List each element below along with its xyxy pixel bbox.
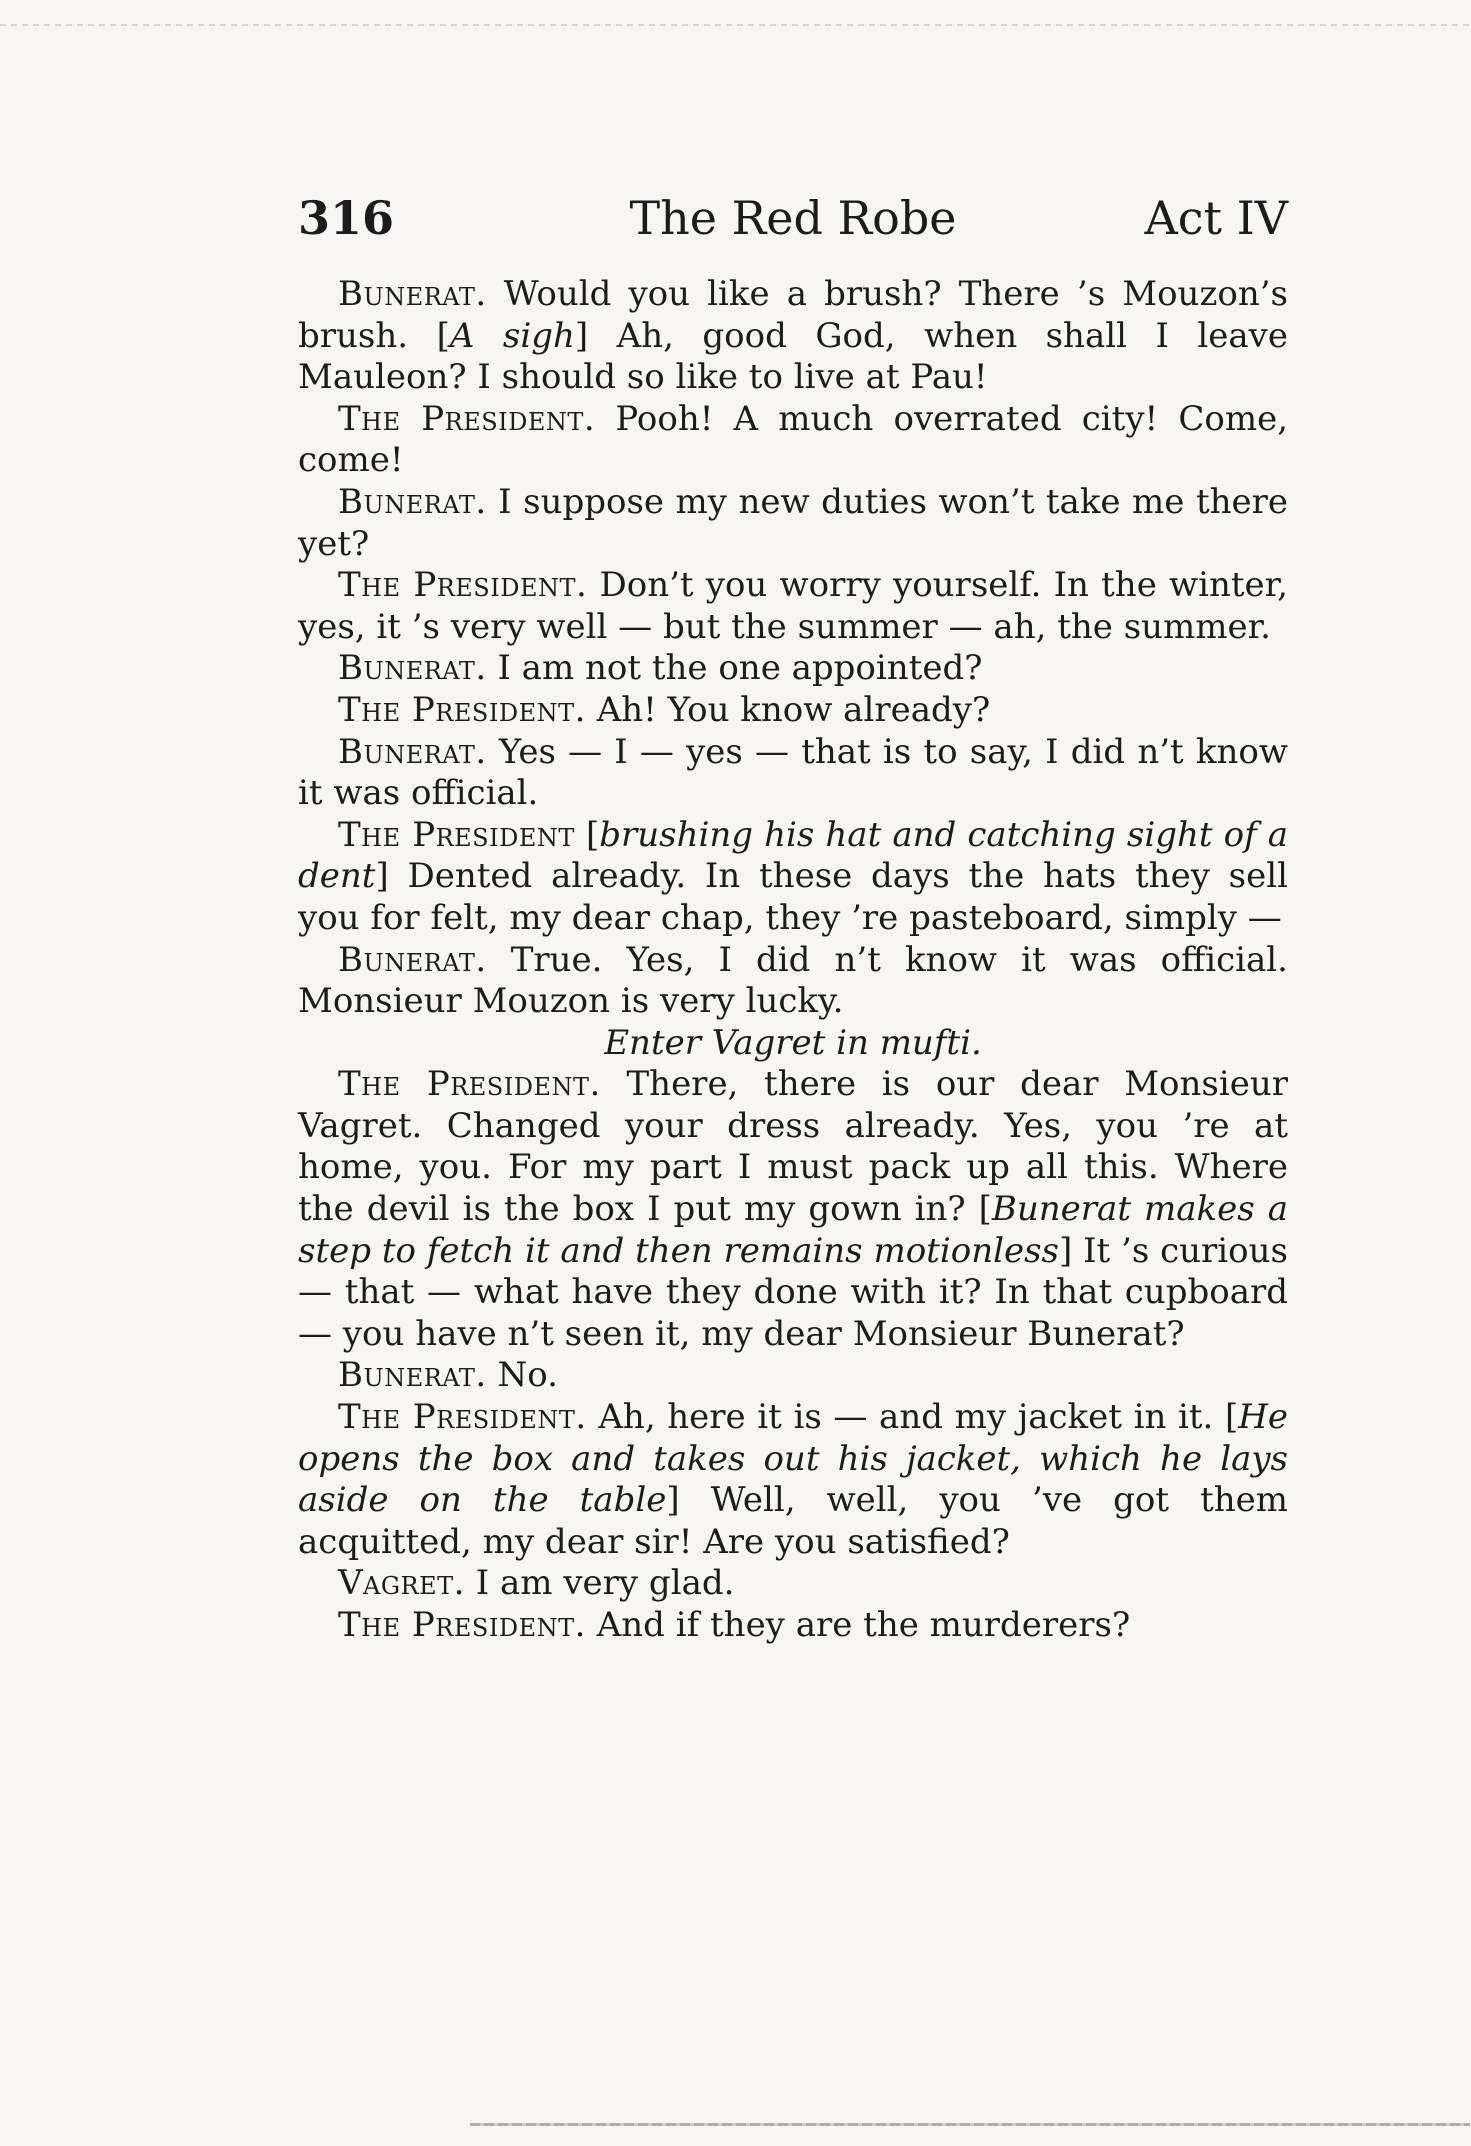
speech-text: There, there is our dear Monsieur Vagret. Changed your dress already. Yes, you ’re at home, you. For my part I must pack up all this. Where the devil is the box I put my gown in? [ — [298, 1064, 1289, 1230]
speech-text: Don’t you worry yourself. In the winter, yes, it ’s very well — but the summer — ah, the summer. — [298, 565, 1288, 647]
book-title: The Red Robe — [629, 191, 957, 245]
dialogue-paragraph — [298, 274, 1288, 399]
speech-text: ] Dented already. In these days the hats they sell you for felt, my dear chap, they ’re pasteboard, simply — — [298, 856, 1288, 938]
stage-direction — [298, 1023, 1288, 1065]
dialogue-paragraph — [298, 815, 1288, 940]
speech-text: True. Yes, I did n’t know it was official. Monsieur Mouzon is very lucky. — [298, 939, 1288, 1022]
speaker-name: Bunerat. — [338, 1355, 487, 1396]
speaker-name: The President. — [338, 689, 586, 730]
stage-direction-text: Bunerat makes a step to fetch it and then remains motionless — [298, 1189, 1288, 1271]
speech-text: ] Ah, good God, when shall I leave Mauleon? I should so like to live at Pau! — [298, 315, 1288, 398]
dialogue-paragraph — [298, 1563, 1288, 1605]
speech-text: ] Well, well, you ’ve got them acquitted, my dear sir! Are you satisfied? — [298, 1480, 1288, 1562]
dialogue-paragraph — [298, 1397, 1288, 1563]
stage-direction-text: brushing his hat and catching sight of a dent — [298, 814, 1289, 897]
speech-text: No. — [486, 1355, 558, 1396]
dialogue-paragraph — [298, 1355, 1288, 1397]
dialogue-paragraph — [298, 565, 1288, 648]
dialogue-paragraph — [298, 732, 1288, 815]
stage-direction-text: A sigh — [449, 315, 575, 356]
speaker-name: Bunerat. — [338, 648, 487, 689]
speaker-name: Bunerat. — [338, 939, 487, 980]
speaker-name: Bunerat. — [338, 481, 487, 522]
dialogue-paragraph — [298, 1605, 1288, 1647]
speech-text: I am very glad. — [464, 1563, 735, 1604]
page-number: 316 — [298, 191, 395, 245]
speech-text: Yes — I — yes — that is to say, I did n’t know it was official. — [298, 731, 1288, 814]
speech-text: Pooh! A much overrated city! Come, come! — [298, 398, 1289, 481]
speech-text: I suppose my new duties won’t take me there yet? — [298, 481, 1288, 564]
speaker-name: Bunerat. — [338, 274, 487, 314]
speaker-name: The President. — [338, 398, 596, 439]
speaker-name: The President — [338, 814, 575, 855]
dialogue-paragraph — [298, 399, 1288, 482]
speech-text: [ — [574, 814, 600, 855]
running-header — [298, 188, 1288, 248]
speaker-name: The President. — [338, 1064, 601, 1105]
speech-text: Ah, here it is — and my jacket in it. [ — [586, 1397, 1239, 1438]
speech-text: Would you like a brush? There ’s Mouzon’s brush. [ — [298, 274, 1288, 356]
speaker-name: The President. — [338, 1605, 586, 1645]
scan-edge-top — [0, 24, 1471, 26]
scan-edge-bottom — [470, 2123, 1470, 2126]
speaker-name: The President. — [338, 565, 588, 606]
act-label: Act IV — [1144, 191, 1288, 245]
stage-direction-text: He opens the box and takes out his jacket, which he lays aside on the table — [298, 1397, 1288, 1521]
dialogue-text — [298, 274, 1288, 1647]
dialogue-paragraph — [298, 1064, 1288, 1355]
speech-text: I am not the one appointed? — [486, 648, 983, 689]
speech-text: Ah! You know already? — [585, 689, 991, 730]
dialogue-paragraph — [298, 648, 1288, 690]
dialogue-paragraph — [298, 690, 1288, 732]
speaker-name: The President. — [338, 1397, 587, 1438]
speaker-name: Vagret. — [338, 1563, 465, 1604]
dialogue-paragraph — [298, 940, 1288, 1023]
speech-text: ] It ’s curious — that — what have they done with it? In that cupboard — you have n’t seen it, my dear Monsieur Bunerat? — [298, 1230, 1289, 1354]
dialogue-paragraph — [298, 482, 1288, 565]
speech-text: And if they are the murderers? — [585, 1605, 1131, 1645]
stage-direction-text: Enter Vagret in mufti. — [604, 1022, 982, 1063]
speaker-name: Bunerat. — [338, 731, 487, 772]
